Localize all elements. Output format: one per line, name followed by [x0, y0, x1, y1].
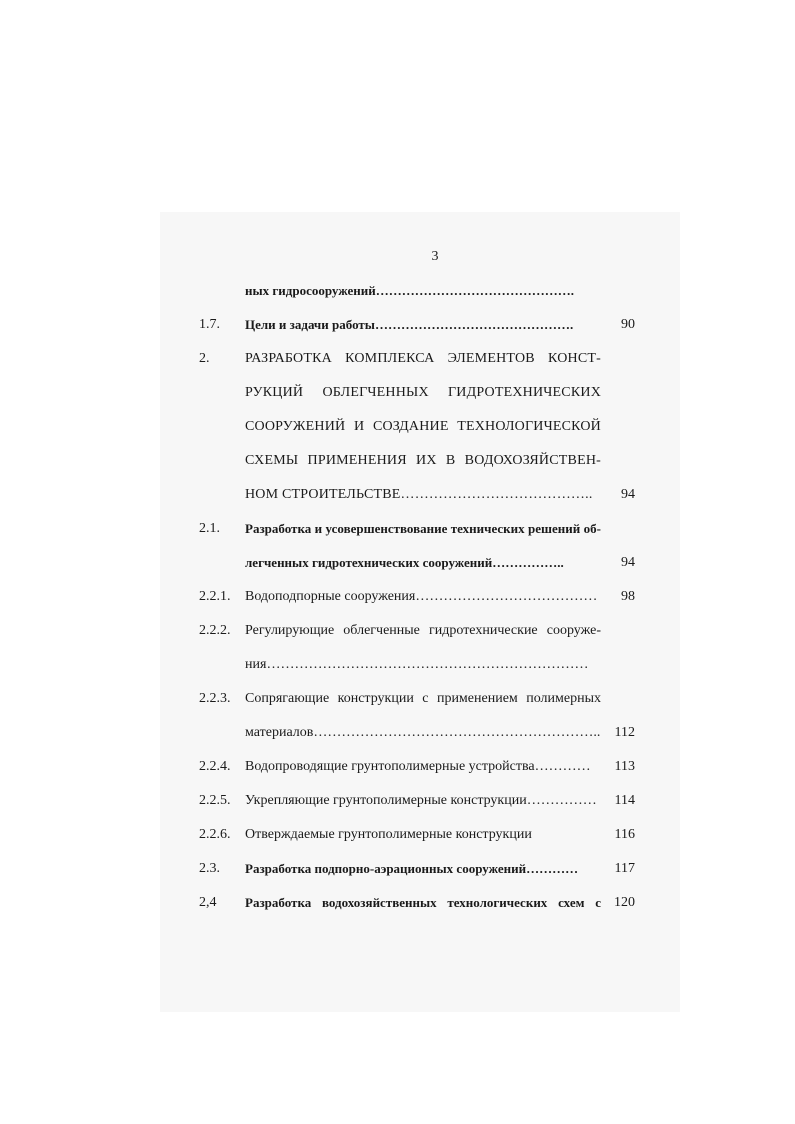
toc-page: 112: [614, 725, 635, 740]
toc-line: [0, 553, 795, 573]
toc-number: 2.2.6.: [199, 827, 231, 842]
toc-leader: …………………………………..: [400, 487, 593, 502]
toc-leader: ……………..: [492, 555, 564, 570]
toc-leader: …………: [534, 759, 591, 774]
toc-line: [0, 723, 795, 743]
toc-line: [0, 349, 795, 369]
toc-title: Разработка и усовершенствование технических решений об-: [245, 521, 601, 536]
toc-line: [0, 519, 795, 539]
toc-line: [0, 417, 795, 437]
toc-title: [245, 655, 601, 675]
toc-page: 94: [621, 487, 635, 502]
toc-title-text: Цели и задачи работы: [245, 317, 375, 332]
toc-number: 2.: [199, 351, 210, 366]
toc-title-text: Разработка подпорно-аэрационных сооружений: [245, 861, 527, 876]
toc-title-text: Укрепляющие грунтополимерные конструкции: [245, 793, 527, 808]
toc-title-text: легченных гидротехнических сооружений: [245, 555, 493, 570]
toc-leader: ……………………………………….: [374, 317, 574, 332]
toc-line: [0, 655, 795, 675]
toc-title-text: материалов: [245, 725, 314, 740]
toc-title: РАЗРАБОТКА КОМПЛЕКСА ЭЛЕМЕНТОВ КОНСТ-: [245, 351, 601, 366]
toc-line: [0, 893, 795, 913]
toc-line: [0, 281, 795, 301]
toc-title-text: Водопроводящие грунтополимерные устройства: [245, 759, 535, 774]
toc-page: 98: [621, 589, 635, 604]
toc-page: 120: [614, 895, 635, 910]
toc-page: 117: [614, 861, 635, 876]
toc-line: [0, 315, 795, 335]
toc-page: 114: [614, 793, 635, 808]
toc-page: 94: [621, 555, 635, 570]
toc-title: Сопрягающие конструкции с применением полимерных: [245, 691, 601, 706]
toc-line: [0, 757, 795, 777]
toc-title-text: Водоподпорные сооружения: [245, 589, 416, 604]
toc-title: Разработка водохозяйственных технологических схем с: [245, 895, 601, 910]
toc-title: [245, 485, 601, 505]
toc-line: [0, 825, 795, 845]
toc-number: 2.2.1.: [199, 589, 231, 604]
toc-line: [0, 791, 795, 811]
toc-title: СХЕМЫ ПРИМЕНЕНИЯ ИХ В ВОДОХОЗЯЙСТВЕН-: [245, 453, 601, 468]
toc-leader: …………………………………: [415, 589, 598, 604]
toc-line: [0, 859, 795, 879]
toc-title: [245, 859, 601, 879]
toc-line: [0, 587, 795, 607]
toc-title: [245, 553, 601, 573]
toc-title: [245, 281, 601, 301]
toc-title: [245, 825, 601, 845]
toc-leader: ……………………………………………………..: [313, 725, 601, 740]
toc-title-text: ния: [245, 657, 267, 672]
toc-title-text: Отверждаемые грунтополимерные конструкции: [245, 827, 532, 842]
toc-number: 2.1.: [199, 521, 220, 536]
toc-line: [0, 689, 795, 709]
toc-title-text: ных гидросооружений: [245, 283, 376, 298]
toc-number: 2.2.2.: [199, 623, 231, 638]
toc-page: 113: [614, 759, 635, 774]
toc-leader: …………: [526, 861, 579, 876]
toc-line: [0, 383, 795, 403]
toc-page: 90: [621, 317, 635, 332]
toc-number: 2.2.4.: [199, 759, 231, 774]
toc-line: [0, 451, 795, 471]
toc-title: [245, 587, 601, 607]
toc-page: 116: [614, 827, 635, 842]
toc-number: 2.3.: [199, 861, 220, 876]
toc-title: [245, 757, 601, 777]
toc-number: 1.7.: [199, 317, 220, 332]
toc-leader: ……………: [526, 793, 597, 808]
toc-title: Регулирующие облегченные гидротехнические сооруже-: [245, 623, 601, 638]
toc-title: РУКЦИЙ ОБЛЕГЧЕННЫХ ГИДРОТЕХНИЧЕСКИХ: [245, 385, 601, 400]
toc-title: [245, 723, 601, 743]
toc-title: [245, 791, 601, 811]
toc-line: [0, 621, 795, 641]
toc-title-text: НОМ СТРОИТЕЛЬСТВЕ: [245, 487, 401, 502]
toc-leader: ……………………………………….: [375, 283, 574, 298]
toc-title: СООРУЖЕНИЙ И СОЗДАНИЕ ТЕХНОЛОГИЧЕСКОЙ: [245, 419, 601, 434]
toc-number: 2,4: [199, 895, 217, 910]
page-number: 3: [431, 249, 439, 264]
toc-number: 2.2.3.: [199, 691, 231, 706]
toc-line: [0, 485, 795, 505]
toc-title: [245, 315, 601, 335]
toc-number: 2.2.5.: [199, 793, 231, 808]
toc-leader: ……………………………………………………………: [266, 657, 589, 672]
